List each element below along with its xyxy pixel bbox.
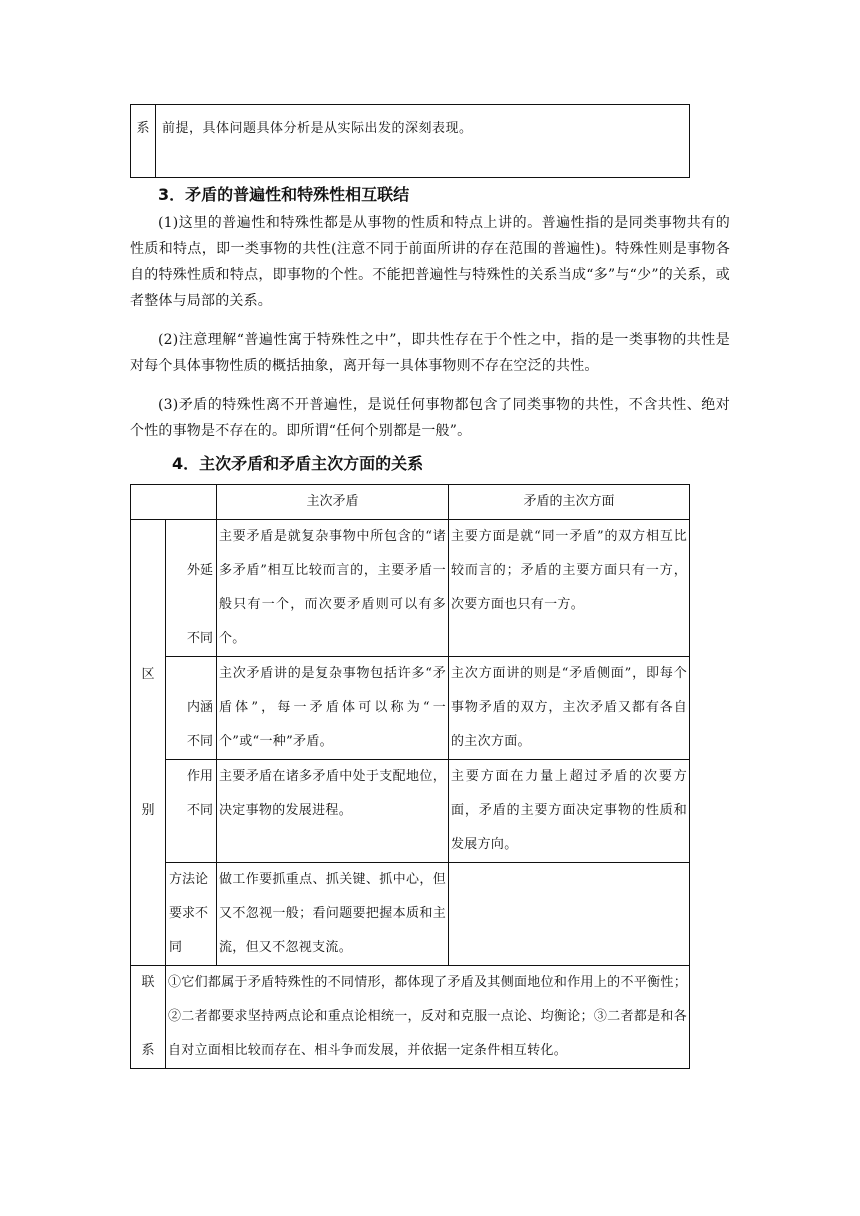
- difference-label-cell: [131, 520, 166, 966]
- cell-extension-aspects: 主要方面是就“同一矛盾”的双方相互比较而言的；矛盾的主要方面只有一方，次要方面也只有一方。: [449, 520, 690, 657]
- row-label-function: [166, 760, 217, 863]
- row-label-function-top: 作用: [186, 769, 213, 784]
- table-row: [131, 863, 690, 966]
- cell-extension-principal: 主要矛盾是就复杂事物中所包含的“诸多矛盾”相互比较而言的，主要矛盾一般只有一个，而次要矛盾则可以有多个。: [217, 520, 449, 657]
- section-3-paragraph-2: (2)注意理解“普遍性寓于特殊性之中”，即共性存在于个性之中，指的是一类事物的共性是对每个具体事物性质的概括抽象，离开每一具体事物则不存在空泛的共性。: [130, 332, 730, 374]
- table-row: [131, 520, 690, 657]
- cell-connotation-aspects: 主次方面讲的则是“矛盾侧面”，即每个事物矛盾的双方，主次矛盾又都有各自的主次方面。: [449, 657, 690, 760]
- row-label-methodology: 方法论要求不同: [166, 863, 217, 966]
- section-4-heading: 4．主次矛盾和矛盾主次方面的关系: [172, 454, 424, 473]
- table-row-connection: [131, 966, 690, 1069]
- fragment-label-cell: 系: [131, 105, 156, 177]
- row-label-extension-bottom: 不同: [186, 631, 213, 646]
- cell-methodology-aspects: [449, 863, 690, 966]
- table-header-row: [131, 485, 690, 520]
- connection-label-xi: 系: [141, 1043, 155, 1058]
- section-3-paragraph-3: (3)矛盾的特殊性离不开普遍性，是说任何事物都包含了同类事物的共性，不含共性、绝对个性的事物是不存在的。即所谓“任何个别都是一般”。: [130, 397, 730, 439]
- cell-function-principal: 主要矛盾在诸多矛盾中处于支配地位，决定事物的发展进程。: [217, 760, 449, 863]
- row-label-connotation-top: 内涵: [186, 700, 213, 715]
- table-row: [131, 760, 690, 863]
- cell-connotation-principal: 主次矛盾讲的是复杂事物包括许多“矛盾体”，每一矛盾体可以称为“一个”或“一种”矛盾。: [217, 657, 449, 760]
- cell-methodology-principal: 做工作要抓重点、抓关键、抓中心，但又不忽视一般；看问题要把握本质和主流，但又不忽视支流。: [217, 863, 449, 966]
- row-label-extension: [166, 520, 217, 657]
- connection-text-cell: ①它们都属于矛盾特殊性的不同情形，都体现了矛盾及其侧面地位和作用上的不平衡性；②二者都要求坚持两点论和重点论相统一，反对和克服一点论、均衡论；③二者都是和各自对立面相比较而存在、相斗争而发展，并依据一定条件相互转化。: [166, 966, 690, 1069]
- row-label-connotation: [166, 657, 217, 760]
- connection-label-cell: [131, 966, 166, 1069]
- cell-function-aspects: 主要方面在力量上超过矛盾的次要方面，矛盾的主要方面决定事物的性质和发展方向。: [449, 760, 690, 863]
- table-row: [131, 657, 690, 760]
- section-3-heading: 3．矛盾的普遍性和特殊性相互联结: [158, 185, 410, 204]
- difference-label-qu: 区: [141, 666, 155, 682]
- header-principal-contradiction: 主次矛盾: [217, 485, 449, 520]
- fragment-text-cell: 前提，具体问题具体分析是从实际出发的深刻表现。: [162, 121, 473, 136]
- row-label-connotation-bottom: 不同: [186, 734, 213, 749]
- fragment-table: [130, 104, 690, 178]
- connection-label-lian: 联: [141, 975, 155, 990]
- difference-label-bie: 别: [141, 802, 155, 818]
- section-3-paragraph-1: (1)这里的普遍性和特殊性都是从事物的性质和特点上讲的。普遍性指的是同类事物共有的性质和特点，即一类事物的共性(注意不同于前面所讲的存在范围的普遍性)。特殊性则是事物各自的特殊性质和特点，即事物的个性。不能把普遍性与特殊性的关系当成“多”与“少”的关系，或者整体与局部的关系。: [130, 215, 730, 309]
- row-label-function-bottom: 不同: [186, 803, 213, 818]
- header-empty-cell: [131, 485, 217, 520]
- row-label-extension-top: 外延: [186, 563, 213, 578]
- comparison-table: [130, 484, 690, 1069]
- header-contradiction-aspects: 矛盾的主次方面: [449, 485, 690, 520]
